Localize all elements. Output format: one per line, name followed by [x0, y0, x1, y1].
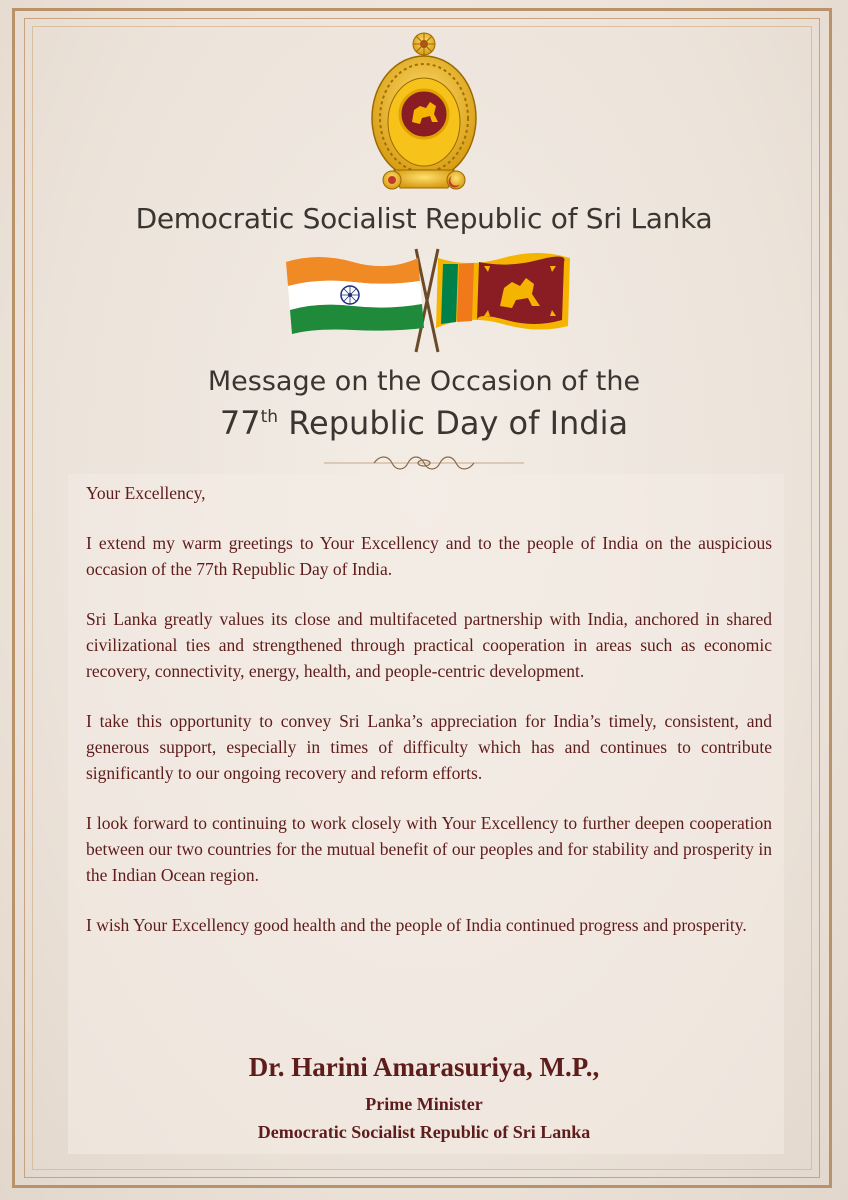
- salutation: Your Excellency,: [86, 483, 206, 503]
- message-title-rest: Republic Day of India: [278, 404, 629, 442]
- letter-paragraph: Sri Lanka greatly values its close and multifaceted partnership with India, anchored in shared civilizational ties and strengthened through practical cooperation in areas such as economic recovery, connectivity, energy, health, and people-centric development.: [86, 609, 772, 681]
- signatory-name: Dr. Harini Amarasuriya, M.P.,: [248, 1052, 600, 1082]
- sri-lanka-flag-icon: [436, 253, 570, 330]
- india-flag-icon: [286, 257, 424, 334]
- letter-paragraph: I look forward to continuing to work closely with Your Excellency to further deepen cooperation between our two countries for the mutual benefit of our peoples and for stability and prosperity in the Indian Ocean region.: [86, 813, 772, 885]
- signatory-title: Prime Minister: [365, 1094, 483, 1114]
- scroll-ornament-icon: [324, 452, 524, 474]
- message-title-line-1: Message on the Occasion of the: [207, 366, 641, 397]
- letter-paragraph: I take this opportunity to convey Sri Lanka’s appreciation for India’s timely, consistent, and generous support, especially in times of difficulty which has and continues to contribute significantly to our ongoing recovery and reform efforts.: [86, 711, 772, 783]
- message-title-line-2: [0, 404, 848, 442]
- letter-body: [86, 480, 772, 962]
- crossed-flags: [278, 244, 578, 354]
- sri-lanka-national-emblem-icon: [364, 30, 484, 195]
- signatory-country: Democratic Socialist Republic of Sri Lanka: [257, 1122, 591, 1142]
- country-header: Democratic Socialist Republic of Sri Lanka: [135, 202, 713, 235]
- ordinal-suffix: th: [260, 407, 279, 427]
- letter-paragraph: I wish Your Excellency good health and the people of India continued progress and prosperity.: [86, 915, 747, 935]
- ordinal-number: 77: [219, 404, 261, 442]
- letter-paragraph: I extend my warm greetings to Your Excellency and to the people of India on the auspicious occasion of the 77th Republic Day of India.: [86, 533, 772, 579]
